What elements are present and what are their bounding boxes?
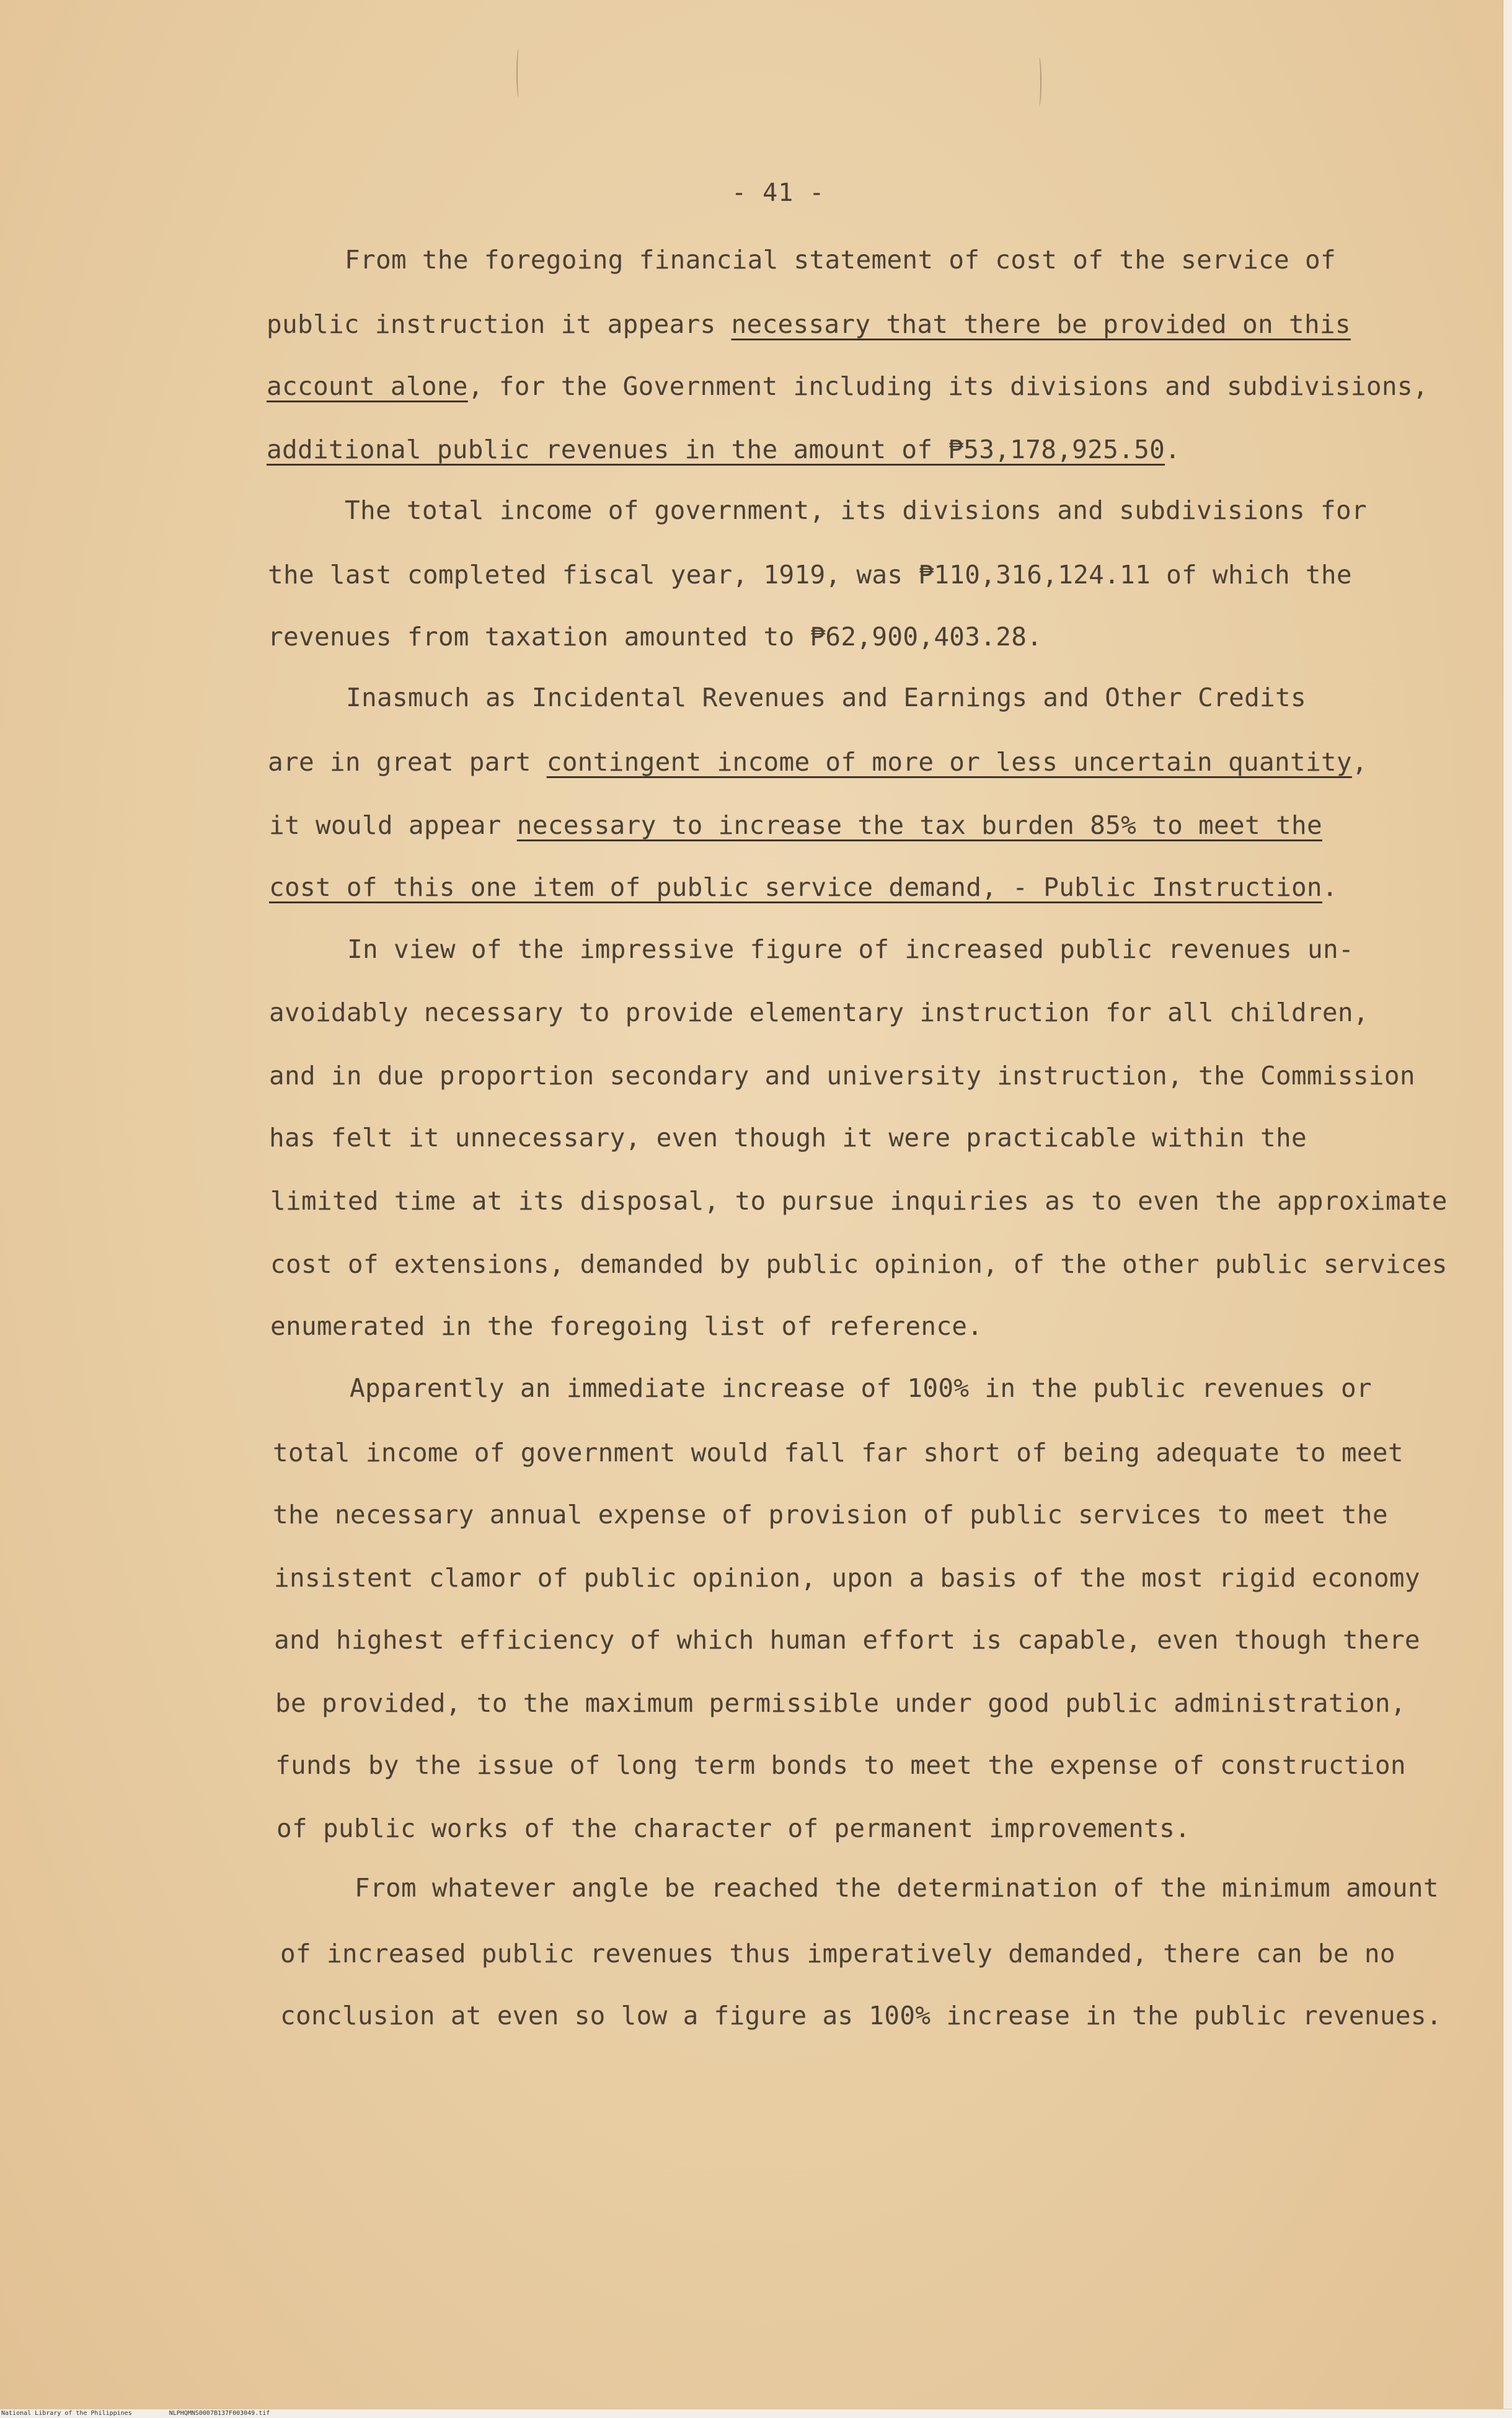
page-edge [1503, 0, 1512, 2418]
underlined-text: additional public revenues in the amount of ₱53,178,925.50 [267, 435, 1165, 464]
text-line: In view of the impressive figure of increased public revenues un- [347, 934, 1354, 964]
text-line: avoidably necessary to provide elementary instruction for all children, [269, 998, 1369, 1027]
text-line: limited time at its disposal, to pursue inquiries as to even the approximate [270, 1186, 1448, 1216]
text-line: revenues from taxation amounted to ₱62,900,403.28. [268, 622, 1043, 652]
punch-mark-right [1037, 57, 1041, 107]
library-name: National Library of the Philippines [1, 2410, 132, 2417]
text-line: has felt it unnecessary, even though it were practicable within the [269, 1123, 1307, 1153]
text-line: it would appear necessary to increase the tax burden 85% to meet the [269, 810, 1322, 840]
punch-mark-left [516, 48, 521, 98]
scan-footer-text [1, 2411, 270, 2417]
underlined-text: necessary that there be provided on this [731, 309, 1351, 339]
text-line: From the foregoing financial statement of cost of the service of [345, 245, 1336, 275]
text-line: The total income of government, its divisions and subdivisions for [345, 495, 1367, 525]
text-line: enumerated in the foregoing list of reference. [270, 1311, 983, 1341]
text-line: From whatever angle be reached the determination of the minimum amount [355, 1873, 1439, 1903]
text-line: the necessary annual expense of provision of public services to meet the [273, 1500, 1388, 1530]
page-number: - 41 - [732, 179, 825, 207]
text-line: account alone, for the Government including its divisions and subdivisions, [267, 371, 1428, 401]
text-line: of increased public revenues thus imperatively demanded, there can be no [280, 1939, 1395, 1968]
text-line: cost of this one item of public service demand, - Public Instruction. [269, 872, 1338, 902]
text-line: of public works of the character of permanent improvements. [276, 1814, 1191, 1843]
underlined-text: necessary to increase the tax burden 85% to meet the [516, 810, 1322, 840]
text-line: the last completed fiscal year, 1919, was ₱110,316,124.11 of which the [268, 560, 1352, 590]
text-line: public instruction it appears necessary that there be provided on this [267, 309, 1351, 339]
file-id: NLPHQMNS0007B137F003049.tif [169, 2410, 270, 2417]
text-line: additional public revenues in the amount of ₱53,178,925.50. [267, 435, 1181, 464]
underlined-text: cost of this one item of public service demand, - Public Instruction [269, 872, 1322, 902]
text-line: conclusion at even so low a figure as 100% increase in the public revenues. [280, 2001, 1442, 2030]
text-line: cost of extensions, demanded by public opinion, of the other public services [270, 1249, 1448, 1279]
text-line: total income of government would fall far short of being adequate to meet [273, 1438, 1404, 1468]
text-line: Apparently an immediate increase of 100% in the public revenues or [350, 1373, 1372, 1403]
text-line: Inasmuch as Incidental Revenues and Earnings and Other Credits [346, 683, 1307, 712]
underlined-text: contingent income of more or less uncertain quantity [546, 747, 1352, 777]
underlined-text: account alone [267, 371, 468, 401]
text-line: insistent clamor of public opinion, upon a basis of the most rigid economy [274, 1563, 1420, 1593]
text-line: be provided, to the maximum permissible under good public administration, [275, 1688, 1406, 1718]
text-line: funds by the issue of long term bonds to meet the expense of construction [275, 1750, 1406, 1780]
text-line: and highest efficiency of which human effort is capable, even though there [274, 1625, 1420, 1655]
text-line: and in due proportion secondary and university instruction, the Commission [269, 1061, 1415, 1091]
text-line: are in great part contingent income of more or less uncertain quantity, [268, 747, 1368, 777]
scan-footer [0, 2409, 1512, 2418]
